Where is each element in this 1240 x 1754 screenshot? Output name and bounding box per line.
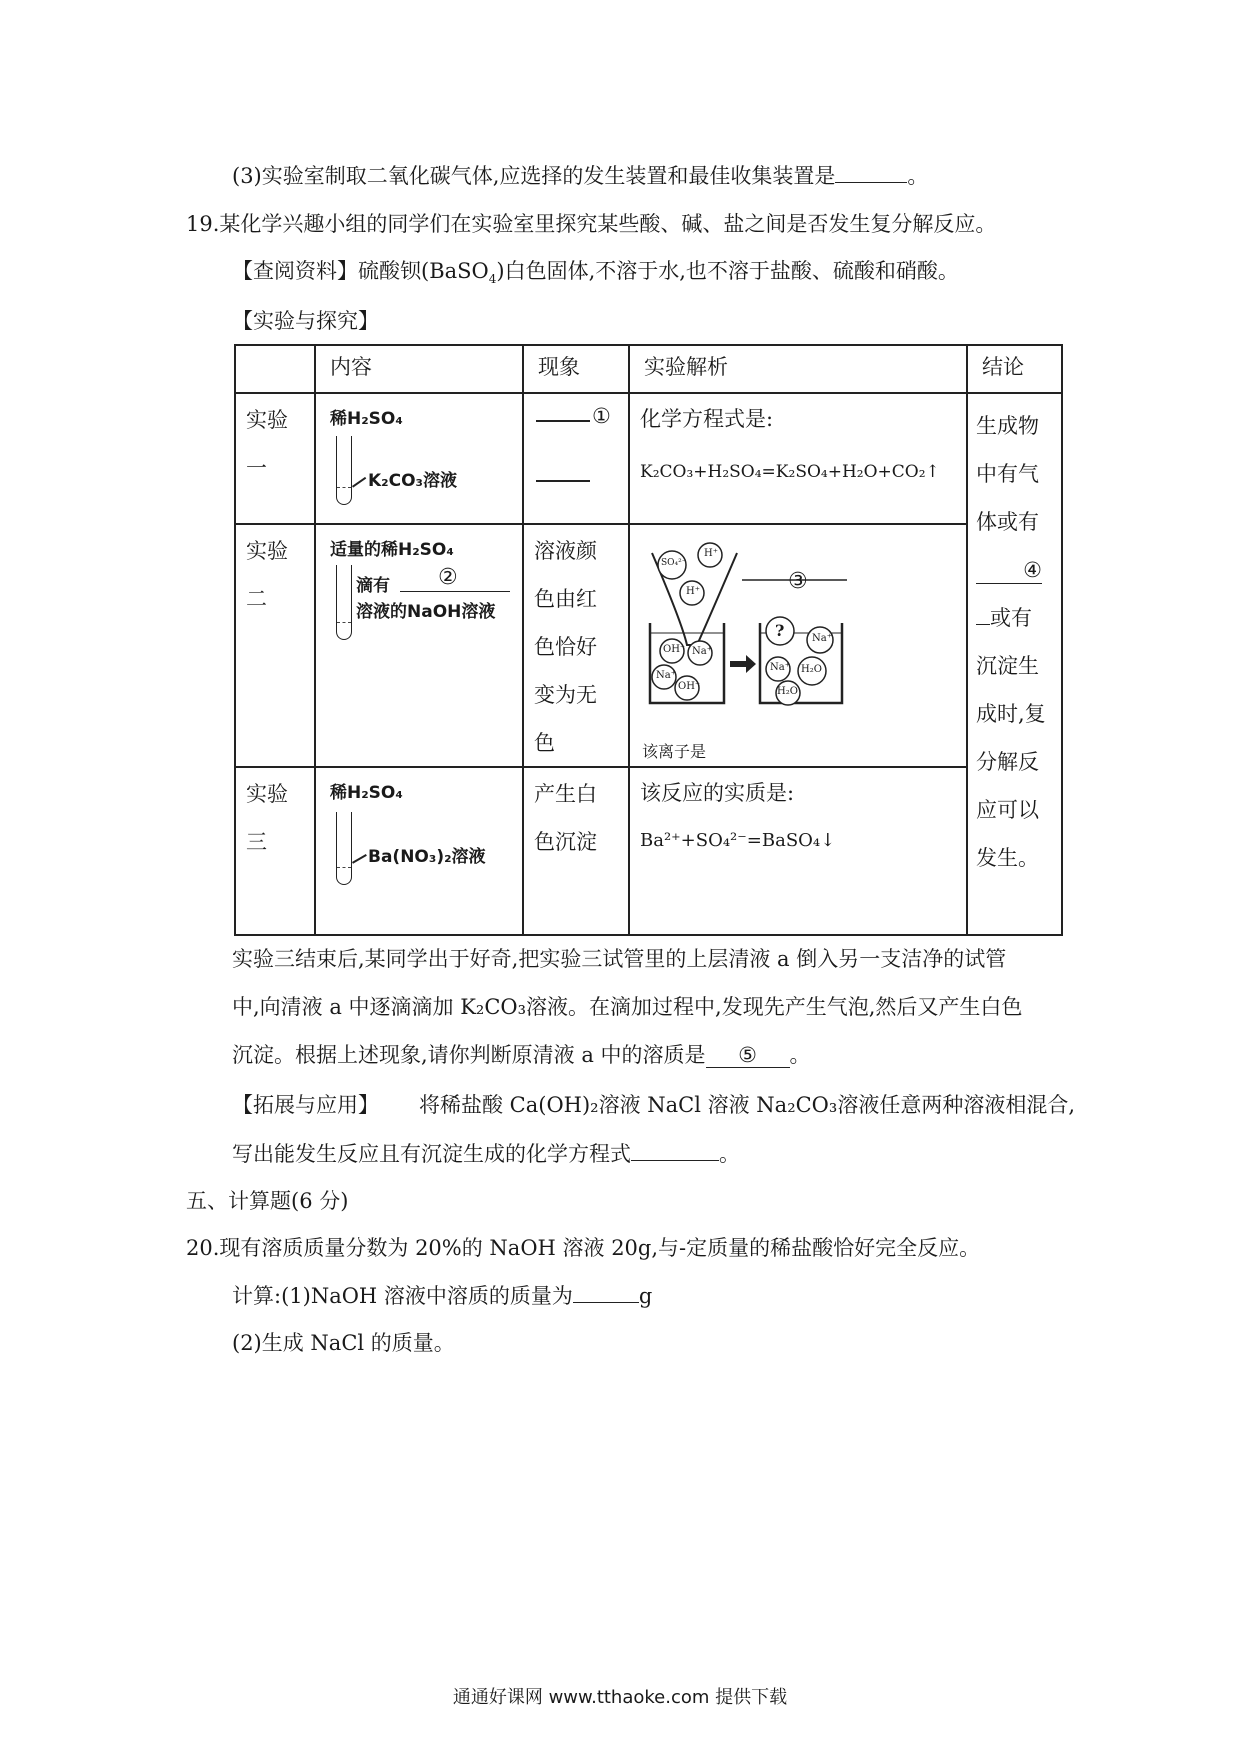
test-tube-figure-3 [330, 778, 520, 888]
after-line-3-text: 沉淀。根据上述现象,请你判断原清液 a 中的溶质是 [232, 1043, 706, 1067]
exp3-analysis-line1: 该反应的实质是: [640, 781, 795, 805]
exp3-equation: Ba²⁺+SO₄²⁻=BaSO₄↓ [640, 830, 836, 851]
exp2-reagent-side-1: 滴有 [356, 576, 390, 596]
q20-stem: 20.现有溶质质量分数为 20%的 NaOH 溶液 20g,与-定质量的稀盐酸恰好完全反应。 [186, 1236, 981, 1260]
experiment-table [234, 344, 1063, 936]
table-row-exp2 [235, 524, 1062, 767]
exp1-content [315, 393, 523, 524]
exp3-phenomenon [523, 767, 629, 935]
exp3-analysis [629, 767, 967, 935]
extend-label: 【拓展与应用】 [232, 1093, 379, 1117]
q20-part1 [232, 1280, 652, 1311]
exp3-name: 实验三 [235, 767, 315, 935]
q20-part1-text: 计算:(1)NaOH 溶液中溶质的质量为 [232, 1284, 573, 1308]
extend-2-text: 写出能发生反应且有沉淀生成的化学方程式 [232, 1142, 631, 1166]
lookup-label: 【查阅资料】 [232, 259, 358, 283]
ion-h: H⁺ [686, 586, 700, 597]
exp1-reagent-top: 稀H₂SO₄ [330, 409, 403, 429]
answer-blank [631, 1138, 719, 1161]
header-content: 内容 [315, 345, 523, 393]
exp1-analysis-line1: 化学方程式是: [640, 407, 774, 431]
extend-line-1 [232, 1090, 1075, 1120]
ion-label: 该离子是 [642, 742, 707, 761]
lookup-sub: 4 [488, 272, 497, 287]
exp2-phenomenon [523, 524, 629, 767]
header-analysis: 实验解析 [629, 345, 967, 393]
test-tube-icon [336, 812, 352, 885]
lookup-text-a: 硫酸钡(BaSO [358, 259, 489, 283]
ion-na: Na⁺ [812, 633, 832, 644]
answer-blank [573, 1280, 639, 1303]
ion-h2o: H₂O [777, 686, 798, 697]
exp3-reagent-side: Ba(NO₃)₂溶液 [368, 847, 486, 867]
after-line-1: 实验三结束后,某同学出于好奇,把实验三试管里的上层清液 a 倒入另一支洁净的试管 [232, 947, 1007, 971]
ion-diagram [642, 533, 872, 761]
extend-text: 将稀盐酸 Ca(OH)₂溶液 NaCl 溶液 Na₂CO₃溶液任意两种溶液相混合, [419, 1093, 1075, 1117]
test-tube-figure-1 [330, 404, 520, 514]
exp1-reagent-side: K₂CO₃溶液 [368, 471, 457, 491]
ion-h: H⁺ [704, 548, 718, 559]
exp1-phenomenon [523, 393, 629, 524]
exp2-phenomenon-text: 溶液颜色由红色恰好变为无色 [534, 539, 597, 755]
ion-na: Na⁺ [692, 646, 712, 657]
q20-part1-unit: g [638, 1284, 653, 1308]
mark-2: ② [438, 565, 458, 590]
explore-label: 【实验与探究】 [232, 309, 379, 333]
exp3-reagent-top: 稀H₂SO₄ [330, 783, 403, 803]
exp2-reagent-top: 适量的稀H₂SO₄ [330, 540, 454, 560]
test-tube-icon [336, 565, 352, 640]
ion-oh: OH⁻ [663, 644, 686, 655]
exp2-content [315, 524, 523, 767]
exp2-reagent-side-2: 溶液的NaOH溶液 [356, 602, 496, 622]
unknown-ion: ? [775, 621, 785, 640]
exp1-analysis [629, 393, 967, 524]
ion-na: Na⁺ [770, 662, 790, 673]
exp1-equation: K₂CO₃+H₂SO₄=K₂SO₄+H₂O+CO₂↑ [640, 462, 940, 482]
mark-1: ① [592, 404, 611, 428]
table-header-row [235, 345, 1062, 393]
exp2-name: 实验二 [235, 524, 315, 767]
ion-h2o: H₂O [801, 664, 822, 675]
q19-stem: 19.某化学兴趣小组的同学们在实验室里探究某些酸、碱、盐之间是否发生复分解反应。 [186, 212, 997, 236]
q18-part3 [232, 160, 928, 191]
arrow-icon [730, 655, 756, 673]
exp3-content [315, 767, 523, 935]
ion-so4: SO₄²⁻ [661, 558, 687, 568]
test-tube-icon [336, 436, 352, 505]
section-5-title: 五、计算题(6 分) [186, 1189, 349, 1213]
table-row-exp1 [235, 393, 1062, 524]
q18-part3-end: 。 [907, 164, 929, 188]
after-line-2: 中,向清液 a 中逐滴滴加 K₂CO₃溶液。在滴加过程中,发现先产生气泡,然后又产生白色 [232, 995, 1023, 1019]
conclusion-a: 生成物中有气体或有 [976, 414, 1039, 534]
ion-na: Na⁺ [656, 670, 676, 681]
conclusion-b: 或有沉淀生成时,复分解反应可以发生。 [976, 606, 1046, 870]
ion-oh: OH⁻ [678, 681, 701, 692]
test-tube-figure-2 [330, 535, 520, 655]
exp1-name: 实验一 [235, 393, 315, 524]
mark-3: ③ [788, 569, 808, 594]
lookup-text-b: )白色固体,不溶于水,也不溶于盐酸、硫酸和硝酸。 [496, 259, 959, 283]
mark-4: ④ [976, 557, 1042, 584]
exp2-analysis [629, 524, 967, 767]
after-line-3-end: 。 [789, 1043, 811, 1067]
q20-part2: (2)生成 NaCl 的质量。 [232, 1331, 455, 1355]
exp3-phenomenon-text: 产生白色沉淀 [534, 782, 597, 854]
conclusion-cell [967, 393, 1062, 935]
answer-blank [835, 160, 907, 183]
header-phenomenon: 现象 [523, 345, 629, 393]
q18-part3-text: (3)实验室制取二氧化碳气体,应选择的发生装置和最佳收集装置是 [232, 164, 836, 188]
lookup-info [232, 256, 959, 294]
page-footer: 通通好课网 www.tthaoke.com 提供下载 [452, 1687, 788, 1708]
header-empty [235, 345, 315, 393]
extend-line-2 [232, 1138, 740, 1169]
extend-2-end: 。 [719, 1142, 740, 1166]
header-conclusion: 结论 [967, 345, 1062, 393]
mark-5: ⑤ [706, 1043, 790, 1068]
table-row-exp3 [235, 767, 1062, 935]
after-line-3 [232, 1040, 811, 1070]
